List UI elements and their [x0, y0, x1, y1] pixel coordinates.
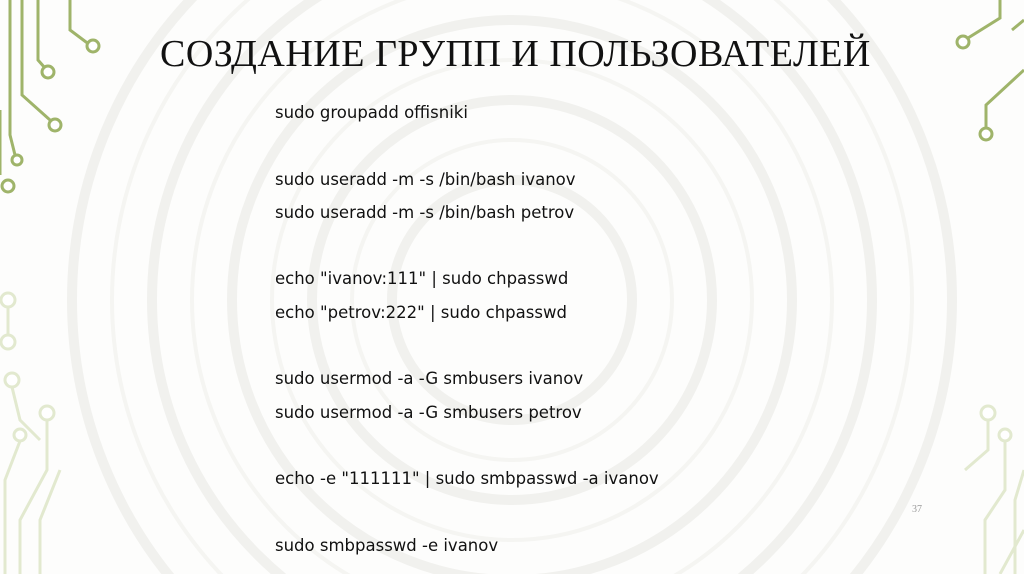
- code-line: echo "ivanov:111" | sudo chpasswd: [275, 269, 569, 289]
- slide-title: СОЗДАНИЕ ГРУПП И ПОЛЬЗОВАТЕЛЕЙ: [160, 33, 871, 75]
- circuit-left-top: [0, 0, 99, 192]
- code-line: sudo useradd -m -s /bin/bash petrov: [275, 202, 575, 222]
- code-line: sudo usermod -a -G smbusers ivanov: [275, 369, 584, 389]
- blank-line: [275, 129, 895, 162]
- code-line: sudo smbpasswd -e ivanov: [275, 535, 499, 555]
- code-line: echo "petrov:222" | sudo chpasswd: [275, 302, 567, 322]
- blank-line: [275, 429, 895, 462]
- circuit-right-top: [957, 0, 1024, 140]
- circuit-left-bottom: [1, 293, 60, 574]
- code-line: sudo groupadd offisniki: [275, 103, 468, 122]
- code-line: sudo usermod -a -G smbusers petrov: [275, 402, 582, 422]
- blank-line: [275, 229, 895, 262]
- code-line: echo -e "111111" | sudo smbpasswd -a ivanov: [275, 469, 659, 489]
- code-line: sudo useradd -m -s /bin/bash ivanov: [275, 169, 576, 189]
- blank-line: [275, 329, 895, 362]
- code-block: [275, 96, 895, 562]
- blank-line: [275, 496, 895, 529]
- circuit-right-bottom: [965, 406, 1024, 574]
- slide-number: 37: [912, 504, 922, 515]
